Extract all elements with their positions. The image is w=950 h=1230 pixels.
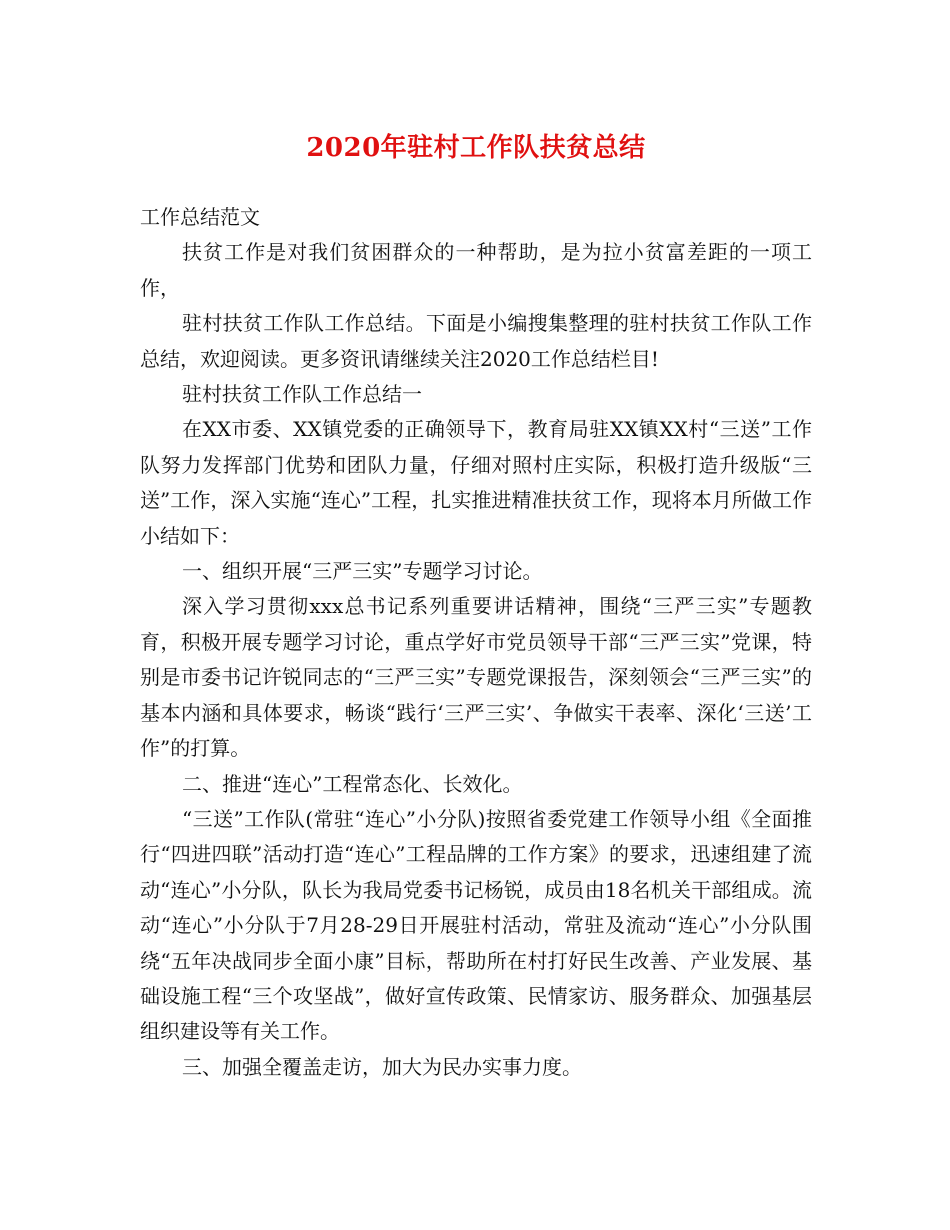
document-title: 2020年驻村工作队扶贫总结 xyxy=(306,133,646,163)
section-heading: 二、推进“连心”工程常态化、长效化。 xyxy=(182,771,523,796)
paragraph: 深入学习贯彻xxx总书记系列重要讲话精神，围绕“三严三实”专题教育，积极开展专题学习讨论，重点学好市党员领导干部“三严三实”党课，特别是市委书记许锐同志的“三严三实”专题党课报告，深刻领会“三严三实”的基本内涵和具体要求，畅谈“践行‘三严三实’、争做实干表率、深化‘三送’工作”的打算。 xyxy=(140,594,812,761)
paragraph: 驻村扶贫工作队工作总结。下面是小编搜集整理的驻村扶贫工作队工作总结，欢迎阅读。更多资讯请继续关注2020工作总结栏目! xyxy=(140,311,812,371)
section-heading: 三、加强全覆盖走访，加大为民办实事力度。 xyxy=(182,1054,582,1079)
paragraph: 在XX市委、XX镇党委的正确领导下，教育局驻XX镇XX村“三送”工作队努力发挥部门优势和团队力量，仔细对照村庄实际，积极打造升级版“三送”工作，深入实施“连心”工程，扎实推进精准扶贫工作，现将本月所做工作小结如下： xyxy=(140,417,812,548)
section-heading: 一、组织开展“三严三实”专题学习讨论。 xyxy=(182,559,543,584)
paragraph-heading: 工作总结范文 xyxy=(140,205,260,229)
paragraph-subtitle: 驻村扶贫工作队工作总结一 xyxy=(182,382,422,407)
paragraph: “三送”工作队(常驻“连心”小分队)按照省委党建工作领导小组《全面推行“四进四联”活动打造“连心”工程品牌的工作方案》的要求，迅速组建了流动“连心”小分队，队长为我局党委书记杨锐，成员由18名机关干部组成。流动“连心”小分队于7月28-29日开展驻村活动，常驻及流动“连心”小分队围绕“五年决战同步全面小康”目标，帮助所在村打好民生改善、产业发展、基础设施工程“三个攻坚战”，做好宣传政策、民情家访、服务群众、加强基层组织建设等有关工作。 xyxy=(140,806,812,1044)
paragraph: 扶贫工作是对我们贫困群众的一种帮助，是为拉小贫富差距的一项工作， xyxy=(140,240,812,300)
